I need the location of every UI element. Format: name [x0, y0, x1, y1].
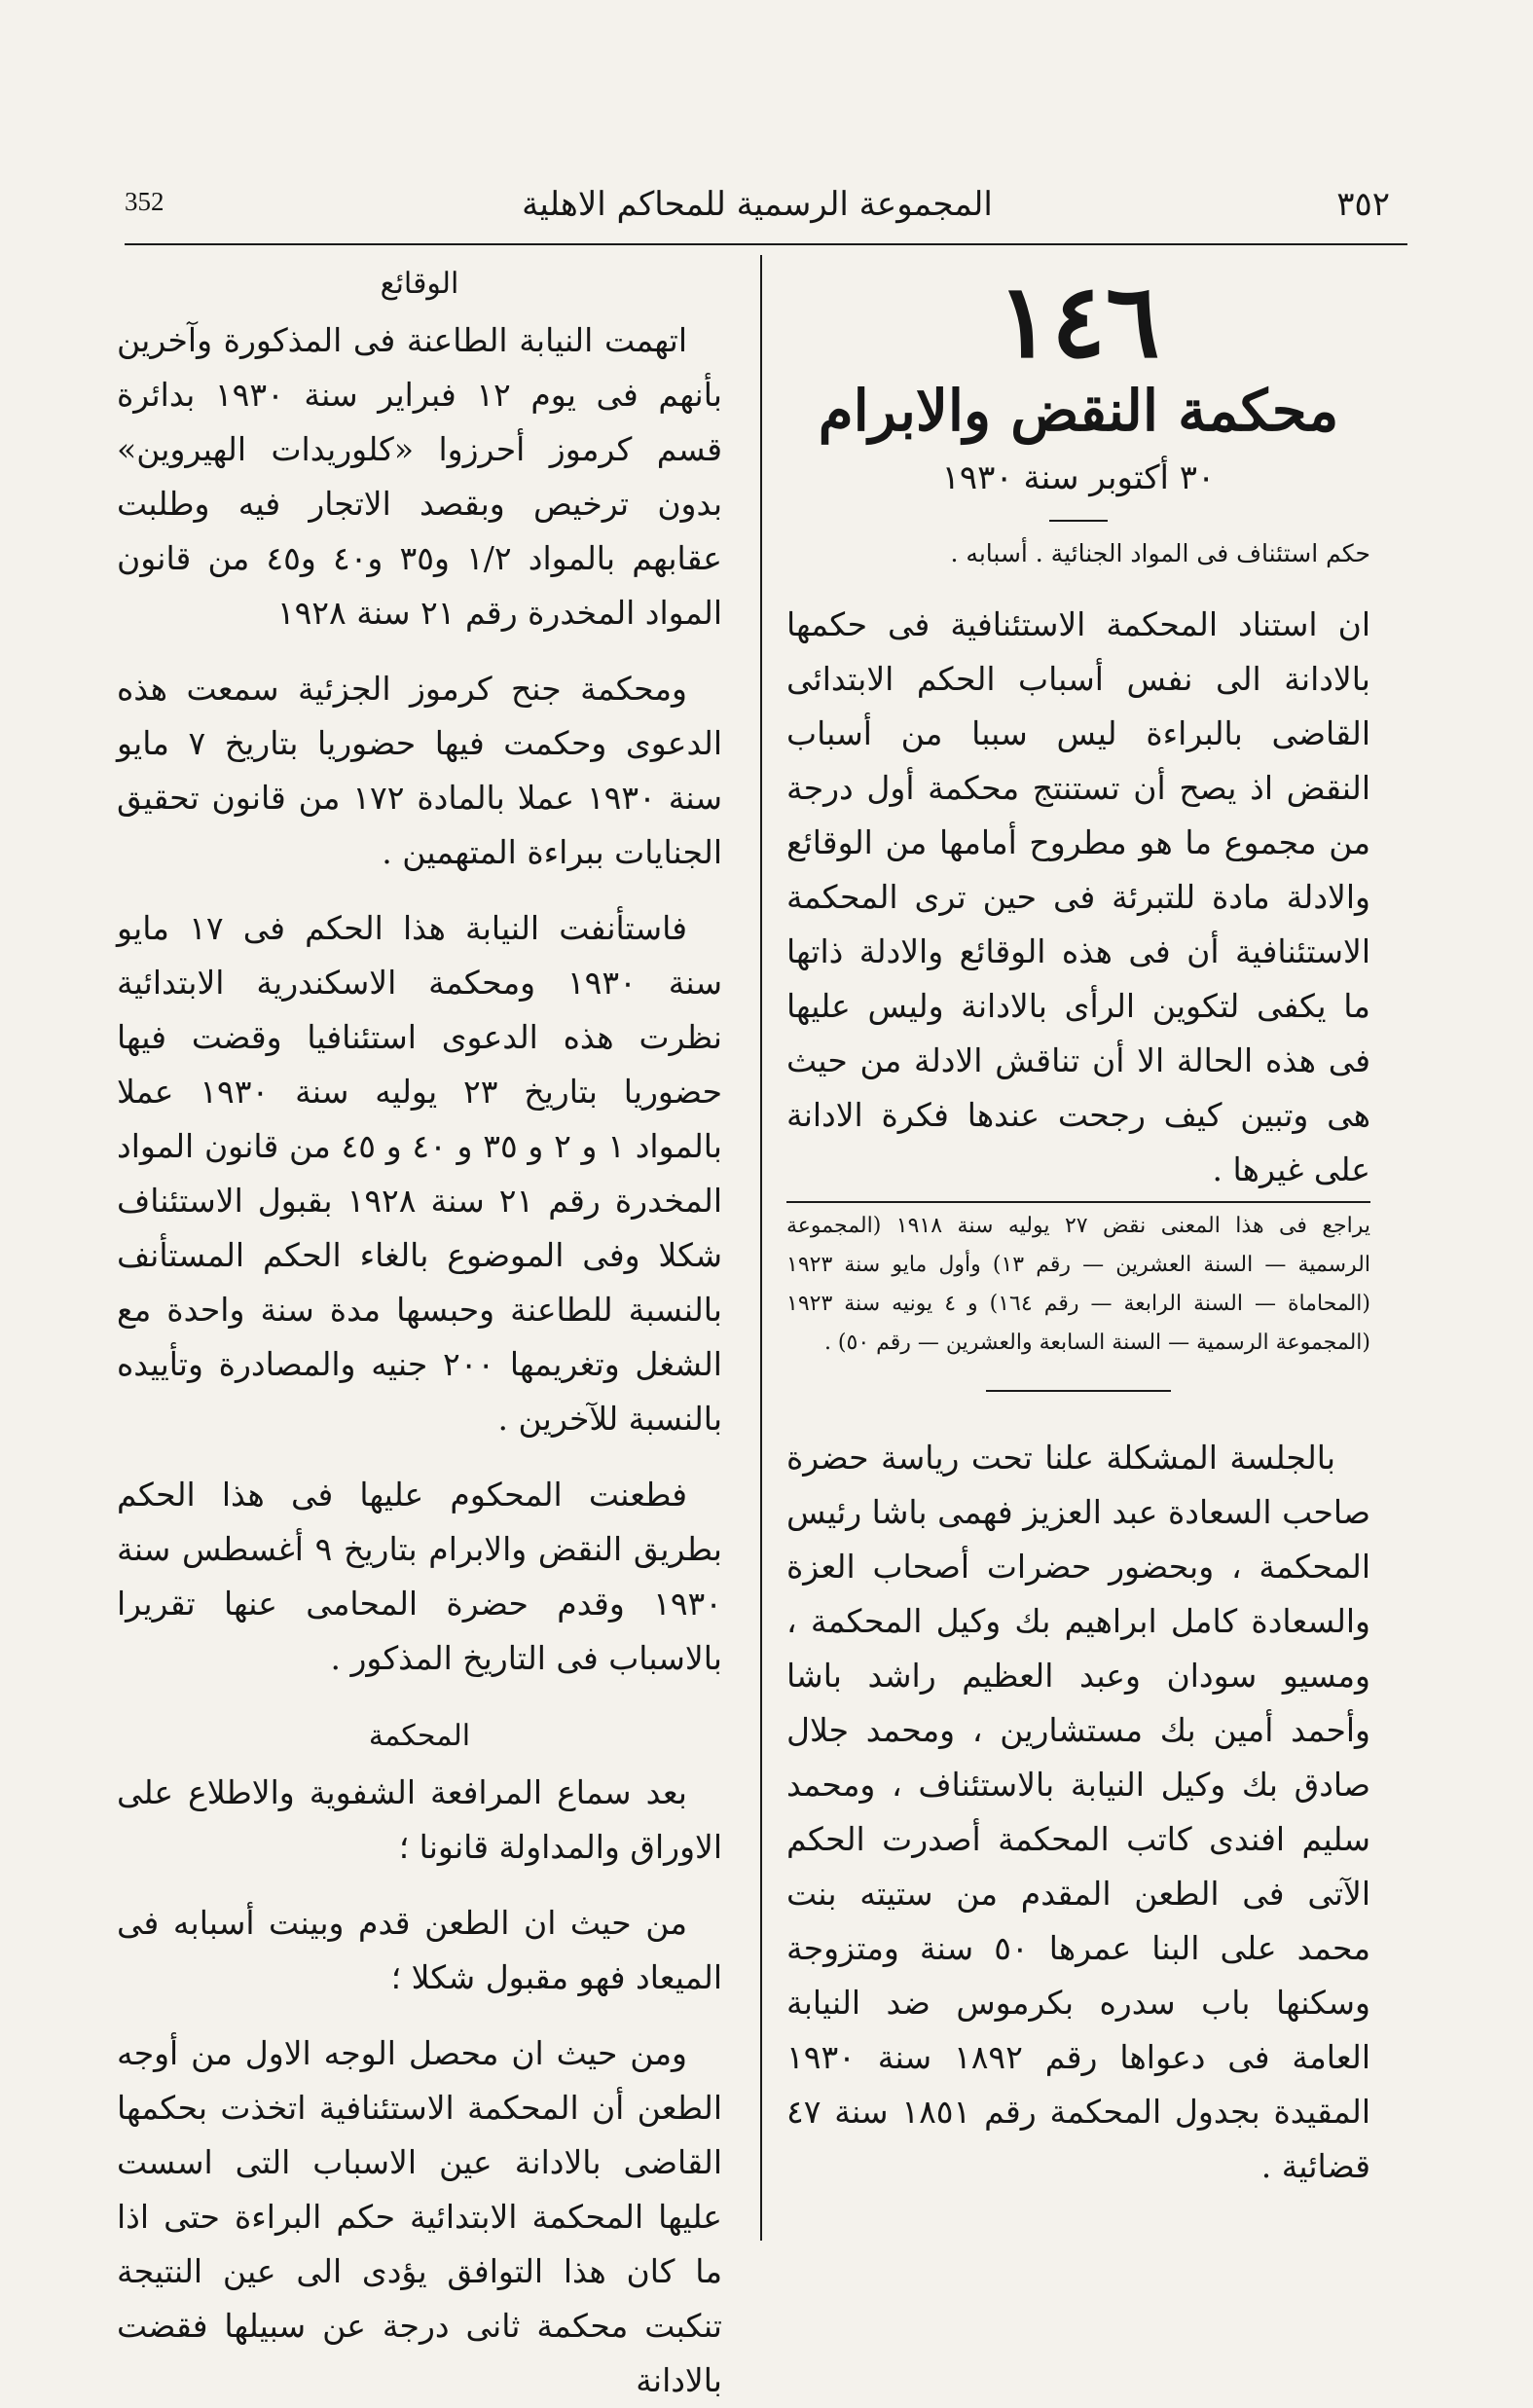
header-rule: [125, 243, 1407, 245]
facts-paragraph: اتهمت النيابة الطاعنة فى المذكورة وآخرين بأنهم فى يوم ١٢ فبراير سنة ١٩٣٠ بدائرة قسم كرموز أحرزوا «كلوريدات الهيروين» بدون ترخيص وبقصد الاتجار فيه وطلبت عقابهم بالمواد ١/٢ و٣٥ و٤٠ و٤٥ من قانون المواد المخدرة رقم ٢١ سنة ١٩٢٨: [117, 321, 722, 632]
court-heading: المحكمة: [368, 1719, 471, 1753]
court-paragraph: من حيث ان الطعن قدم وبينت أسبابه فى الميعاد فهو مقبول شكلا ؛: [117, 1904, 722, 1996]
page-number-latin: 352: [125, 187, 164, 216]
court-paragraph: ومن حيث ان محصل الوجه الاول من أوجه الطعن أن المحكمة الاستئنافية اتخذت بحكمها القاضى بالادانة عين الاسباب التى اسست عليها المحكمة الابتدائية حكم البراءة حتى اذا ما كان هذا التوافق يؤدى الى عين النتيجة تنكبت محكمة ثانى درجة عن سبيلها فقضت بالادانة: [117, 2034, 722, 2399]
facts-heading: الوقائع: [380, 267, 459, 301]
section-rule: [986, 1390, 1171, 1392]
page-number-arabic: ٣٥٢: [1336, 185, 1390, 224]
case-number: ١٤٦: [997, 261, 1160, 381]
case-subject: حكم استئناف فى المواد الجنائية . أسبابه .: [950, 539, 1370, 567]
page-header: [125, 185, 1390, 234]
session-paragraph: بالجلسة المشكلة علنا تحت رياسة حضرة صاحب السعادة عبد العزيز فهمى باشا رئيس المحكمة ، وبحضور حضرات أصحاب العزة والسعادة كامل ابراهيم بك وكيل المحكمة ، ومسيو سودان وعبد العظيم راشد باشا وأحمد أمين بك مستشارين ، ومحمد جلال صادق بك وكيل النيابة بالاستئناف ، ومحمد سليم افندى كاتب المحكمة أصدرت الحكم الآتى فى الطعن المقدم من ستيته بنت محمد على البنا عمرها ٥٠ سنة ومتزوجة وسكنها باب سدره بكرموس ضد النيابة العامة فى دعواها رقم ١٨٩٢ سنة ١٩٣٠ المقيدة بجدول المحكمة رقم ١٨٥١ سنة ٤٧ قضائية .: [786, 1439, 1371, 2185]
reference-note: يراجع فى هذا المعنى نقض ٢٧ يوليه سنة ١٩١٨ (المجموعة الرسمية — السنة العشرين — رقم ١٣) وأول مايو سنة ١٩٢٣ (المحاماة — السنة الرابعة — رقم ١٦٤) و ٤ يونيه سنة ١٩٢٣ (المجموعة الرسمية — السنة السابعة والعشرين — رقم ٥٠) .: [786, 1214, 1370, 1355]
left-column: [117, 255, 722, 2408]
facts-paragraph: فاستأنفت النيابة هذا الحكم فى ١٧ مايو سنة ١٩٣٠ ومحكمة الاسكندرية الابتدائية نظرت هذه الدعوى استئنافيا وقضت فيها حضوريا بتاريخ ٢٣ يوليه سنة ١٩٣٠ عملا بالمواد ١ و ٢ و ٣٥ و ٤٠ و ٤٥ من قانون المواد المخدرة رقم ٢١ سنة ١٩٢٨ بقبول الاستئناف شكلا وفى الموضوع بالغاء الحكم المستأنف بالنسبة للطاعنة وحبسها مدة سنة واحدة مع الشغل وتغريمها ٢٠٠ جنيه والمصادرة وتأييده بالنسبة للآخرين .: [117, 909, 723, 1438]
right-column: [786, 255, 1370, 2194]
short-rule: [1049, 520, 1108, 522]
reference-rule: [786, 1201, 1370, 1203]
running-title: المجموعة الرسمية للمحاكم الاهلية: [522, 185, 993, 224]
legal-principle: ان استناد المحكمة الاستئنافية فى حكمها بالادانة الى نفس أسباب الحكم الابتدائى القاضى بالبراءة ليس سببا من أسباب النقض اذ يصح أن تستنتج محكمة أول درجة من مجموع ما هو مطروح أمامها من الوقائع والادلة مادة للتبرئة فى حين ترى المحكمة الاستئنافية أن فى هذه الوقائع والادلة ذاتها ما يكفى لتكوين الرأى بالادانة وليس عليها فى هذه الحالة الا أن تناقش الادلة من حيث هى وتبين كيف رجحت عندها فكرة الادانة على غيرها .: [786, 605, 1370, 1188]
facts-paragraph: ومحكمة جنح كرموز الجزئية سمعت هذه الدعوى وحكمت فيها حضوريا بتاريخ ٧ مايو سنة ١٩٣٠ عملا بالمادة ١٧٢ من قانون تحقيق الجنايات ببراءة المتهمين .: [117, 670, 722, 871]
case-date: ٣٠ أكتوبر سنة ١٩٣٠: [941, 458, 1216, 497]
court-name: محكمة النقض والابرام: [818, 378, 1339, 444]
facts-paragraph: فطعنت المحكوم عليها فى هذا الحكم بطريق النقض والابرام بتاريخ ٩ أغسطس سنة ١٩٣٠ وقدم حضرة المحامى عنها تقريرا بالاسباب فى التاريخ المذكور .: [117, 1476, 722, 1677]
column-divider: [760, 255, 762, 2241]
court-paragraph: بعد سماع المرافعة الشفوية والاطلاع على الاوراق والمداولة قانونا ؛: [117, 1773, 722, 1866]
